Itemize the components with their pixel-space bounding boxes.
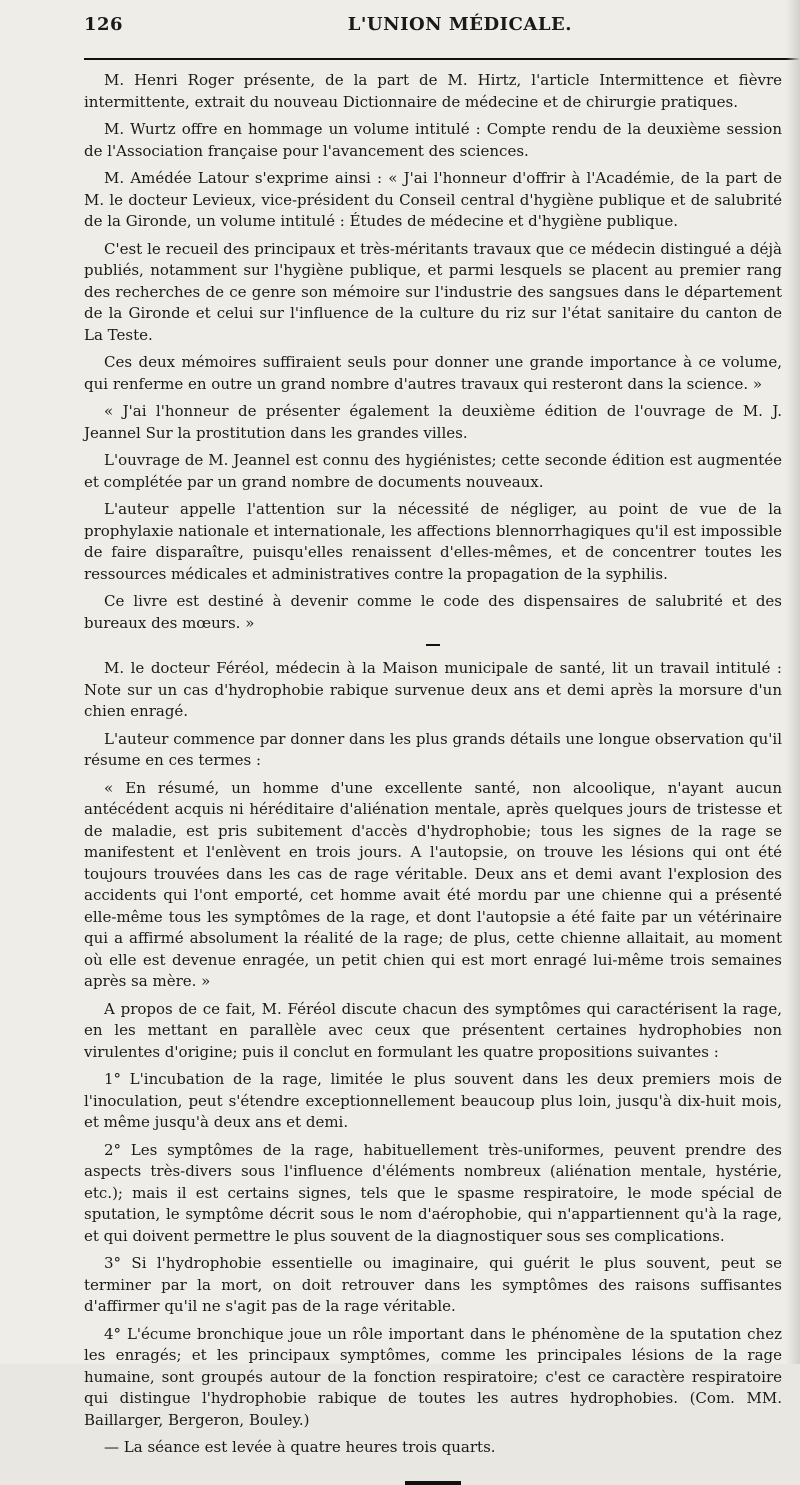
page-header xyxy=(84,14,782,52)
paragraph-roger: M. Henri Roger présente, de la part de M. Hirtz, l'article Intermittence et fièvre intermittente, extrait du nouveau Dictionnaire de médecine et de chirurgie pratiques. xyxy=(84,71,782,111)
page-number: 126 xyxy=(84,14,124,35)
paragraph-resume: « En résumé, un homme d'une excellente santé, non alcoolique, n'ayant aucun antécédent acquis ni héréditaire d'aliénation mentale, après quelques jours de tristesse et de maladie, est pris subitement d'accès d'hydrophobie; tous les signes de la rage se manifestent et l'enlèvent en trois jours. A l'autopsie, on trouve les lésions qui ont été toujours trouvées dans les cas de rage véritable. Deux ans et demi avant l'explosion des accidents qui l'ont emporté, cet homme avait été mordu par une chienne qui a présenté elle-même tous les symptômes de la rage, et dont l'autopsie a été faite par un vétérinaire qui a affirmé absolument la réalité de la rage; de plus, cette chienne allaitait, au moment où elle est devenue enragée, un petit chien qui est mort enragé lui-même trois semaines après sa mère. » xyxy=(84,778,782,990)
paragraph-latour: M. Amédée Latour s'exprime ainsi : « J'ai l'honneur d'offrir à l'Académie, de la part de M. le docteur Levieux, vice-président du Conseil central d'hygiène publique et de salubrité de la Gironde, un volume intitulé : Études de médecine et d'hygiène publique. xyxy=(84,169,782,230)
proposition-2: 2° Les symptômes de la rage, habituellement très-uniformes, peuvent prendre des aspects très-divers sous l'influence d'éléments nombreux (aliénation mentale, hystérie, etc.); mais il est certains signes, tels que le spasme respiratoire, le mode spécial de sputation, le symptôme décrit sous le nom d'aérophobie, qui n'appartiennent qu'à la rage, et qui doivent permettre le plus souvent de la diagnostiquer sous ses complications. xyxy=(84,1140,782,1245)
page-edge-shadow xyxy=(786,0,800,1364)
paragraph-auteur-commence: L'auteur commence par donner dans les plus grands détails une longue observation qu'il résume en ces termes : xyxy=(84,729,782,769)
proposition-4: 4° L'écume bronchique joue un rôle important dans le phénomène de la sputation chez les enragés; et les principaux symptômes, comme les principales lésions de la rage humaine, sont groupés autour de la fonction respiratoire; c'est ce caractère respiratoire qui distingue l'hydrophobie rabique de toutes les autres hydrophobies. (Com. MM. Baillarger, Bergeron, Bouley.) xyxy=(84,1324,782,1429)
paragraph-seance-levee: — La séance est levée à quatre heures trois quarts. xyxy=(104,1438,496,1456)
paragraph-wurtz: M. Wurtz offre en hommage un volume intitulé : Compte rendu de la deuxième session de l'Association française pour l'avancement des sciences. xyxy=(84,120,782,160)
running-title: L'UNION MÉDICALE. xyxy=(347,14,572,35)
proposition-3: 3° Si l'hydrophobie essentielle ou imaginaire, qui guérit le plus souvent, peut se terminer par la mort, on doit retrouver dans les symptômes des raisons suffisantes d'affirmer qu'il ne s'agit pas de la rage véritable. xyxy=(84,1254,782,1315)
paragraph-propos: A propos de ce fait, M. Féréol discute chacun des symptômes qui caractérisent la rage, en les mettant en parallèle avec ceux que présentent certaines hydrophobies non virulentes d'origine; puis il conclut en formulant les quatre propositions suivantes : xyxy=(84,999,782,1061)
paragraph-auteur-attention: L'auteur appelle l'attention sur la nécessité de négliger, au point de vue de la prophylaxie nationale et internationale, les affections blennorrhagiques qu'il est impossible de faire disparaître, puisqu'elles renaissent d'elles-mêmes, et de concentrer toutes les ressources médicales et administratives contre la propagation de la syphilis. xyxy=(84,500,782,583)
proposition-1: 1° L'incubation de la rage, limitée le plus souvent dans les deux premiers mois de l'inoculation, peut s'étendre exceptionnellement beaucoup plus loin, jusqu'à dix-huit mois, et même jusqu'à deux ans et demi. xyxy=(84,1070,782,1131)
paragraph-memoires: Ces deux mémoires suffiraient seuls pour donner une grande importance à ce volume, qui renferme en outre un grand nombre d'autres travaux qui resteront dans la science. » xyxy=(84,353,782,393)
paragraph-livre: Ce livre est destiné à devenir comme le code des dispensaires de salubrité et des bureaux des mœurs. » xyxy=(84,592,782,632)
paragraph-recueil: C'est le recueil des principaux et très-méritants travaux que ce médecin distingué a déjà publiés, notamment sur l'hygiène publique, et parmi lesquels se placent au premier rang des recherches de ce genre son mémoire sur l'industrie des sangsues dans le département de la Gironde et celui sur l'influence de la culture du riz sur l'état sanitaire du canton de La Teste. xyxy=(84,239,782,344)
end-rule xyxy=(405,1481,461,1485)
paragraph-fereol: M. le docteur Féréol, médecin à la Maison municipale de santé, lit un travail intitulé : Note sur un cas d'hydrophobie rabique survenue deux ans et demi après la morsure d'un chien enragé. xyxy=(84,659,782,720)
paragraph-jeannel-ouvrage: L'ouvrage de M. Jeannel est connu des hygiénistes; cette seconde édition est augmentée et complétée par un grand nombre de documents nouveaux. xyxy=(84,451,782,491)
paragraph-jeannel-intro: « J'ai l'honneur de présenter également la deuxième édition de l'ouvrage de M. J. Jeannel Sur la prostitution dans les grandes villes. xyxy=(84,402,782,442)
header-rule xyxy=(84,58,800,60)
article-body xyxy=(84,70,782,1459)
section-divider xyxy=(426,644,440,646)
